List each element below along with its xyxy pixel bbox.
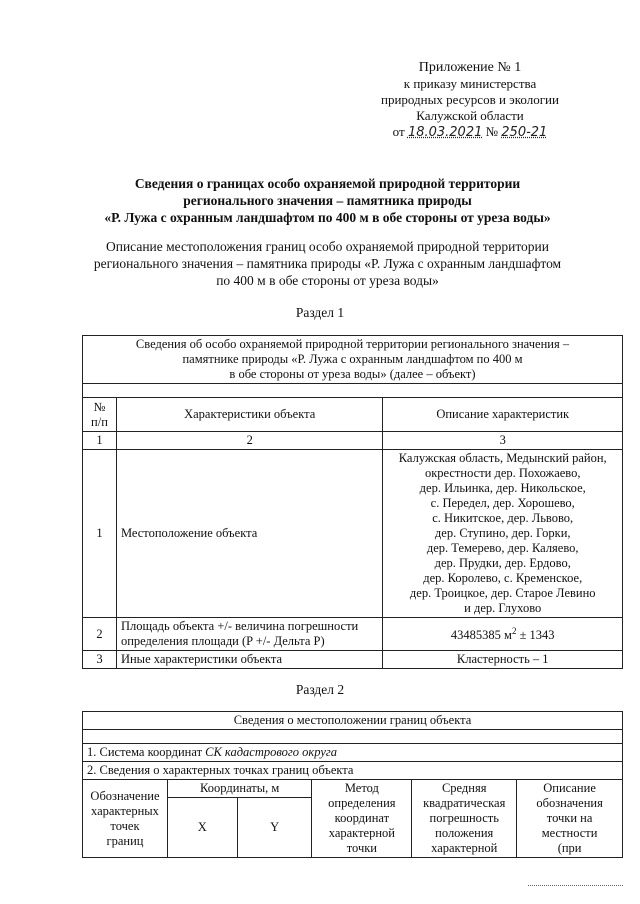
section-2-heading: Раздел 2	[295, 682, 345, 697]
header-x: X	[167, 798, 237, 858]
title-line-1: Сведения о границах особо охраняемой природной территории	[134, 176, 521, 191]
appendix-order-ref: к приказу министерства	[403, 76, 537, 91]
table-caption: Сведения о местоположении границ объекта	[83, 712, 623, 730]
row-characteristic: Площадь объекта +/- величина погрешности определения площади (P +/- Дельта P)	[116, 618, 383, 651]
table-caption-row	[83, 712, 623, 730]
description-line-1: Описание местоположения границ особо охраняемой природной территории	[105, 239, 550, 254]
points-info: 2. Сведения о характерных точках границ объекта	[83, 762, 623, 780]
header-row	[83, 780, 623, 798]
table-row	[83, 450, 623, 618]
row-cluster-value: Кластерность – 1	[383, 651, 623, 669]
row-characteristic: Местоположение объекта	[116, 450, 383, 618]
appendix-ministry: природных ресурсов и экологии	[381, 92, 559, 107]
object-characteristics-table	[82, 335, 623, 669]
header-characteristic: Характеристики объекта	[116, 398, 383, 432]
number-sign: №	[485, 124, 499, 139]
section-1-heading: Раздел 1	[295, 305, 345, 320]
row-area-value: 43485385 $м^2 \pm 1343$	[383, 618, 623, 651]
table-row	[83, 618, 623, 651]
appendix-title: Приложение № 1	[418, 60, 522, 75]
boundary-description	[60, 238, 595, 289]
table-caption-row	[83, 336, 623, 384]
coordinate-system: 1. Система координат СК кадастрового округа	[83, 744, 623, 762]
table-row	[83, 651, 623, 669]
title-line-3: «Р. Лужа с охранным ландшафтом по 400 м в обе стороны от уреза воды»	[104, 210, 551, 225]
document-title	[60, 175, 595, 226]
row-location-value: Калужская область, Медынский район, окрестности дер. Похожаево, дер. Ильинка, дер. Никольское, с. Передел, дер. Хорошево, с. Никитское, дер. Львово, дер. Ступино, дер. Горки, дер. Темерево, дер. Каляево, дер. Прудки, дер. Ердово, дер. Королево, с. Кременское, дер. Троицкое, дер. Старое Левино и дер. Глухово	[383, 450, 623, 618]
index-cell: 3	[383, 432, 623, 450]
header-method: Метод определения координат характерной точки	[312, 780, 412, 858]
index-cell: 1	[83, 432, 117, 450]
header-row	[83, 398, 623, 432]
index-row	[83, 432, 623, 450]
boundary-points-table	[82, 711, 623, 858]
appendix-date-line	[330, 124, 610, 142]
row-number: 2	[83, 618, 117, 651]
index-cell: 2	[116, 432, 383, 450]
appendix-block	[330, 60, 610, 142]
title-line-2: регионального значения – памятника природы	[183, 193, 472, 208]
header-description: Описание характеристик	[383, 398, 623, 432]
table-caption: Сведения об особо охраняемой природной территории регионального значения – памятнике природы «Р. Лужа с охранным ландшафтом по 400 м в обе стороны от уреза воды» (далее – объект)	[83, 336, 623, 384]
footer-divider	[528, 885, 623, 886]
handwritten-date: 18.03.2021	[407, 125, 483, 140]
coordinate-system-row	[83, 744, 623, 762]
header-point-designation: Обозначение характерных точек границ	[83, 780, 168, 858]
header-y: Y	[237, 798, 312, 858]
handwritten-number: 250-21	[501, 125, 548, 140]
row-number: 1	[83, 450, 117, 618]
row-number: 3	[83, 651, 117, 669]
spacer-row	[83, 730, 623, 744]
header-mean-error: Средняя квадратическая погрешность положения характерной	[412, 780, 517, 858]
row-characteristic: Иные характеристики объекта	[116, 651, 383, 669]
appendix-region: Калужской области	[416, 108, 524, 123]
description-line-2: регионального значения – памятника природы «Р. Лужа с охранным ландшафтом	[93, 256, 562, 271]
header-point-description: Описание обозначения точки на местности (при	[517, 780, 623, 858]
header-coordinates: Координаты, м	[167, 780, 312, 798]
spacer-row	[83, 384, 623, 398]
header-num: № п/п	[83, 398, 117, 432]
description-line-3: по 400 м в обе стороны от уреза воды»	[216, 273, 439, 288]
date-prefix: от	[392, 124, 405, 139]
points-info-row	[83, 762, 623, 780]
